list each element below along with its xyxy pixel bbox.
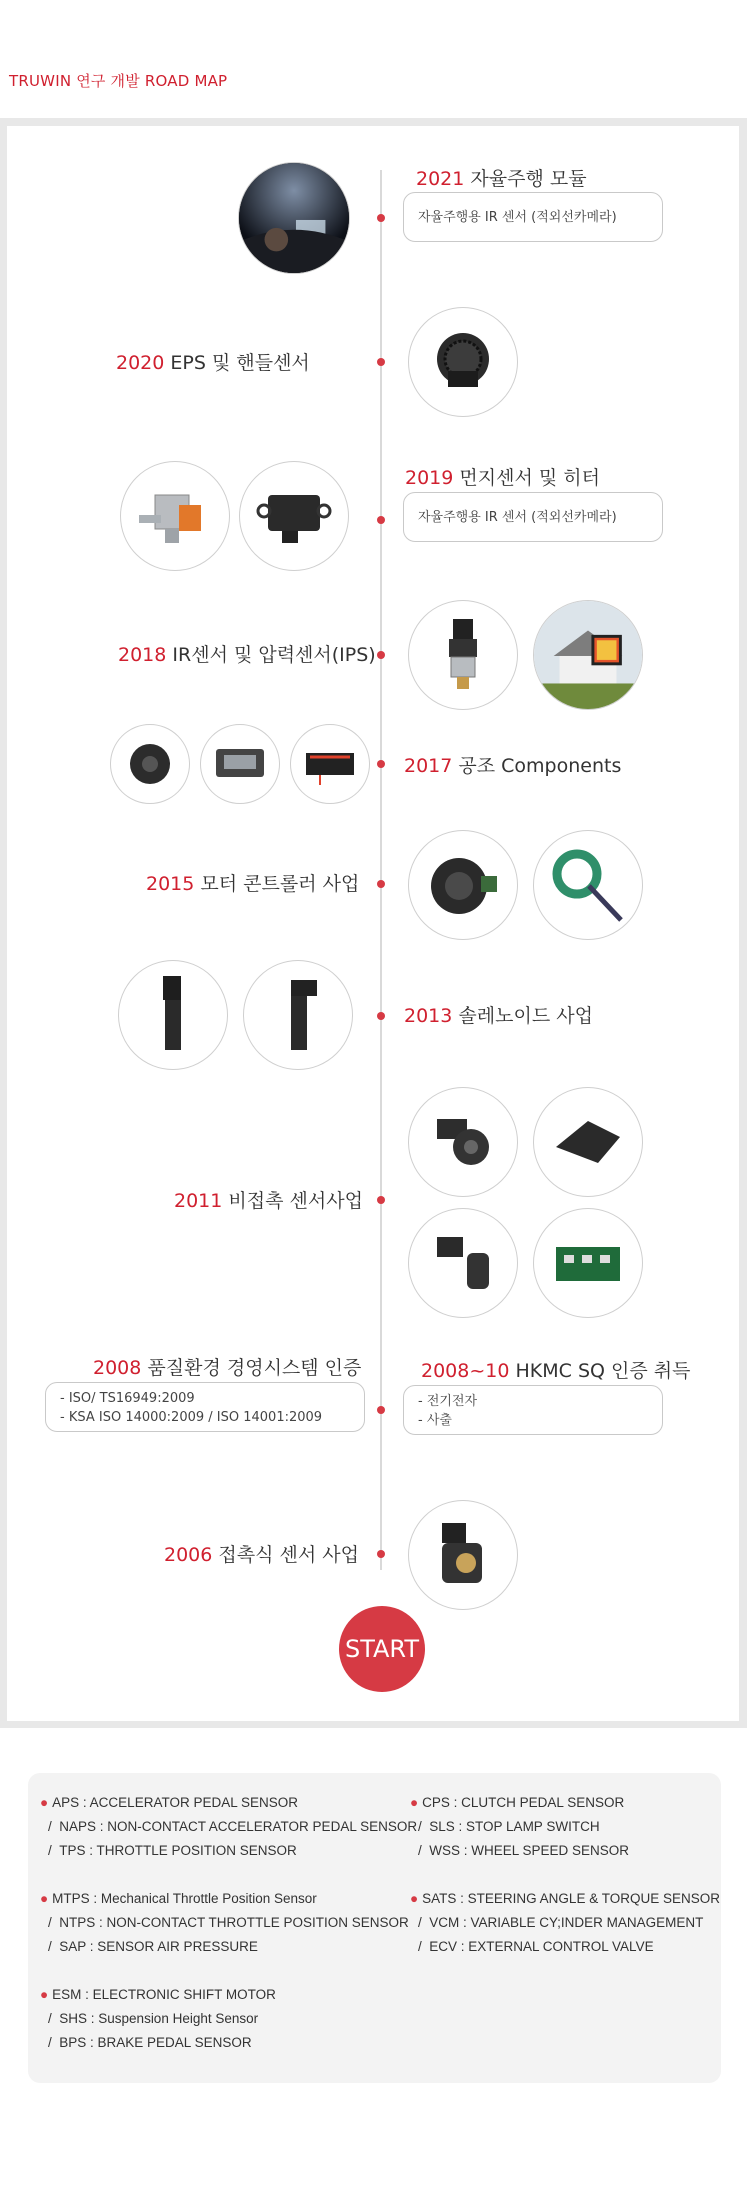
box-line: - ISO/ TS16949:2009: [60, 1391, 195, 1406]
entry-2018-heading: [118, 640, 376, 667]
legend-lead: SATS : STEERING ANGLE & TORQUE SENSOR: [422, 1891, 720, 1906]
legend-sub: BPS : BRAKE PEDAL SENSOR: [59, 2035, 252, 2050]
contact-sensor-image: [428, 1515, 498, 1595]
entry-year: 2018: [118, 644, 167, 666]
legend-sub: NAPS : NON-CONTACT ACCELERATOR PEDAL SENSOR: [59, 1819, 418, 1834]
noncontact-sensor-4-circle: [533, 1208, 643, 1318]
bullet-icon: ●: [40, 1795, 49, 1810]
legend-group: ● CPS : CLUTCH PEDAL SENSOR / SLS : STOP LAMP SWITCH / WSS : WHEEL SPEED SENSOR: [410, 1795, 630, 1858]
abbreviation-legend: [28, 1773, 721, 2083]
entry-year: 2008~10: [421, 1360, 510, 1382]
entry-2008-10-box: [403, 1385, 663, 1435]
page-title: TRUWIN 연구 개발 ROAD MAP: [9, 72, 228, 90]
entry-year: 2019: [405, 467, 454, 489]
timeline-dot: [377, 1550, 385, 1558]
legend-sub: VCM : VARIABLE CY;INDER MANAGEMENT: [429, 1915, 704, 1930]
handle-sensor-image: [428, 327, 498, 397]
bullet-icon: ●: [410, 1891, 419, 1906]
contact-sensor-circle: [408, 1500, 518, 1610]
entry-year: 2020: [116, 352, 165, 374]
pcb-image: [548, 1233, 628, 1293]
timeline-dot: [377, 880, 385, 888]
noncontact-sensor-1-circle: [408, 1087, 518, 1197]
solenoid-1-circle: [118, 960, 228, 1070]
solenoid-2-circle: [243, 960, 353, 1070]
timeline-dot: [377, 1196, 385, 1204]
entry-title: IR센서 및 압력센서(IPS): [172, 644, 376, 666]
legend-lead: APS : ACCELERATOR PEDAL SENSOR: [52, 1795, 298, 1810]
entry-year: 2021: [416, 168, 465, 190]
pedal-sensor-image: [548, 1107, 628, 1177]
night-road-photo: [239, 162, 349, 274]
dust-sensor-image: [254, 481, 334, 551]
legend-group: ● SATS : STEERING ANGLE & TORQUE SENSOR / VCM : VARIABLE CY;INDER MANAGEMENT / ECV : EXTERNAL CONTROL VALVE: [410, 1891, 720, 1954]
entry-title: EPS 및 핸들센서: [170, 352, 310, 374]
entry-2020-heading: [116, 348, 310, 375]
solenoid-image: [143, 970, 203, 1060]
entry-title: 솔레노이드 사업: [458, 1005, 593, 1027]
legend-sub: SAP : SENSOR AIR PRESSURE: [59, 1939, 258, 1954]
solenoid-angle-image: [263, 970, 333, 1060]
legend-sub: NTPS : NON-CONTACT THROTTLE POSITION SENSOR: [59, 1915, 409, 1930]
timeline-line: [380, 170, 382, 1570]
pressure-sensor-circle: [408, 600, 518, 710]
entry-title: 접촉식 센서 사업: [218, 1544, 359, 1566]
legend-group: ● ESM : ELECTRONIC SHIFT MOTOR / SHS : Suspension Height Sensor / BPS : BRAKE PEDAL SENSOR: [40, 1987, 276, 2050]
legend-sub: WSS : WHEEL SPEED SENSOR: [429, 1843, 630, 1858]
entry-title: 먼지센서 및 히터: [459, 467, 600, 489]
entry-title: 품질환경 경영시스템 인증: [147, 1357, 362, 1379]
entry-2011-heading: [174, 1186, 363, 1213]
entry-2019-heading: [405, 463, 600, 490]
entry-title: HKMC SQ 인증 취득: [515, 1360, 691, 1382]
timeline-dot: [377, 358, 385, 366]
blower-image: [120, 739, 180, 789]
legend-group: ● MTPS : Mechanical Throttle Position Sensor / NTPS : NON-CONTACT THROTTLE POSITION SENSOR / SAP : SENSOR AIR PRESSURE: [40, 1891, 409, 1954]
entry-2008-box: [45, 1382, 365, 1432]
entry-2008-heading: [93, 1353, 361, 1380]
thermal-house-image: [534, 600, 642, 710]
legend-group: ● APS : ACCELERATOR PEDAL SENSOR / NAPS : NON-CONTACT ACCELERATOR PEDAL SENSOR / TPS : THROTTLE POSITION SENSOR: [40, 1795, 418, 1858]
entry-year: 2017: [404, 755, 453, 777]
entry-2021-box: 자율주행용 IR 센서 (적외선카메라): [403, 192, 663, 242]
pressure-sensor-image: [433, 615, 493, 695]
ptc-heater-circle: [290, 724, 370, 804]
legend-sub: SHS : Suspension Height Sensor: [59, 2011, 259, 2026]
noncontact-sensor-2-circle: [533, 1087, 643, 1197]
timeline-dot: [377, 651, 385, 659]
controller-image: [210, 739, 270, 789]
ring-board-image: [543, 840, 633, 930]
dust-sensor-circle: [239, 461, 349, 571]
bullet-icon: ●: [410, 1795, 419, 1810]
dashboard-photo-circle: [238, 162, 350, 274]
heater-image: [135, 481, 215, 551]
hvac-controller-circle: [200, 724, 280, 804]
legend-sub: SLS : STOP LAMP SWITCH: [429, 1819, 600, 1834]
motor-image: [423, 850, 503, 920]
height-sensor-image: [423, 1223, 503, 1303]
legend-lead: CPS : CLUTCH PEDAL SENSOR: [422, 1795, 625, 1810]
entry-year: 2015: [146, 873, 195, 895]
entry-2008-10-heading: [421, 1356, 690, 1383]
entry-title: 자율주행 모듈: [470, 168, 587, 190]
eps-sensor-circle: [408, 307, 518, 417]
ir-camera-circle: [533, 600, 643, 710]
bullet-icon: ●: [40, 1891, 49, 1906]
controller-board-circle: [533, 830, 643, 940]
motor-controller-circle: [408, 830, 518, 940]
entry-year: 2013: [404, 1005, 453, 1027]
heater-circle: [120, 461, 230, 571]
entry-year: 2006: [164, 1544, 213, 1566]
entry-2017-heading: [404, 751, 621, 778]
blower-motor-circle: [110, 724, 190, 804]
box-line: - 전기전자: [418, 1394, 478, 1409]
start-badge: START: [339, 1606, 425, 1692]
noncontact-sensor-3-circle: [408, 1208, 518, 1318]
entry-year: 2008: [93, 1357, 142, 1379]
timeline-dot: [377, 516, 385, 524]
legend-lead: MTPS : Mechanical Throttle Position Sensor: [52, 1891, 317, 1906]
legend-sub: ECV : EXTERNAL CONTROL VALVE: [429, 1939, 654, 1954]
entry-title: 비접촉 센서사업: [228, 1190, 363, 1212]
legend-sub: TPS : THROTTLE POSITION SENSOR: [59, 1843, 297, 1858]
entry-title: 공조 Components: [458, 755, 622, 777]
heater-core-image: [300, 739, 360, 789]
entry-2019-box: 자율주행용 IR 센서 (적외선카메라): [403, 492, 663, 542]
legend-lead: ESM : ELECTRONIC SHIFT MOTOR: [52, 1987, 276, 2002]
bullet-icon: ●: [40, 1987, 49, 2002]
entry-title: 모터 콘트롤러 사업: [200, 873, 360, 895]
entry-2006-heading: [164, 1540, 359, 1567]
entry-2015-heading: [146, 869, 359, 896]
box-line: - KSA ISO 14000:2009 / ISO 14001:2009: [60, 1410, 323, 1425]
box-line: - 사출: [418, 1413, 452, 1428]
entry-2021-heading: [416, 164, 587, 191]
entry-2013-heading: [404, 1001, 593, 1028]
timeline-dot: [377, 760, 385, 768]
tps-sensor-image: [423, 1107, 503, 1177]
timeline-dot: [377, 1012, 385, 1020]
entry-year: 2011: [174, 1190, 223, 1212]
timeline-dot: [377, 1406, 385, 1414]
timeline-dot: [377, 214, 385, 222]
